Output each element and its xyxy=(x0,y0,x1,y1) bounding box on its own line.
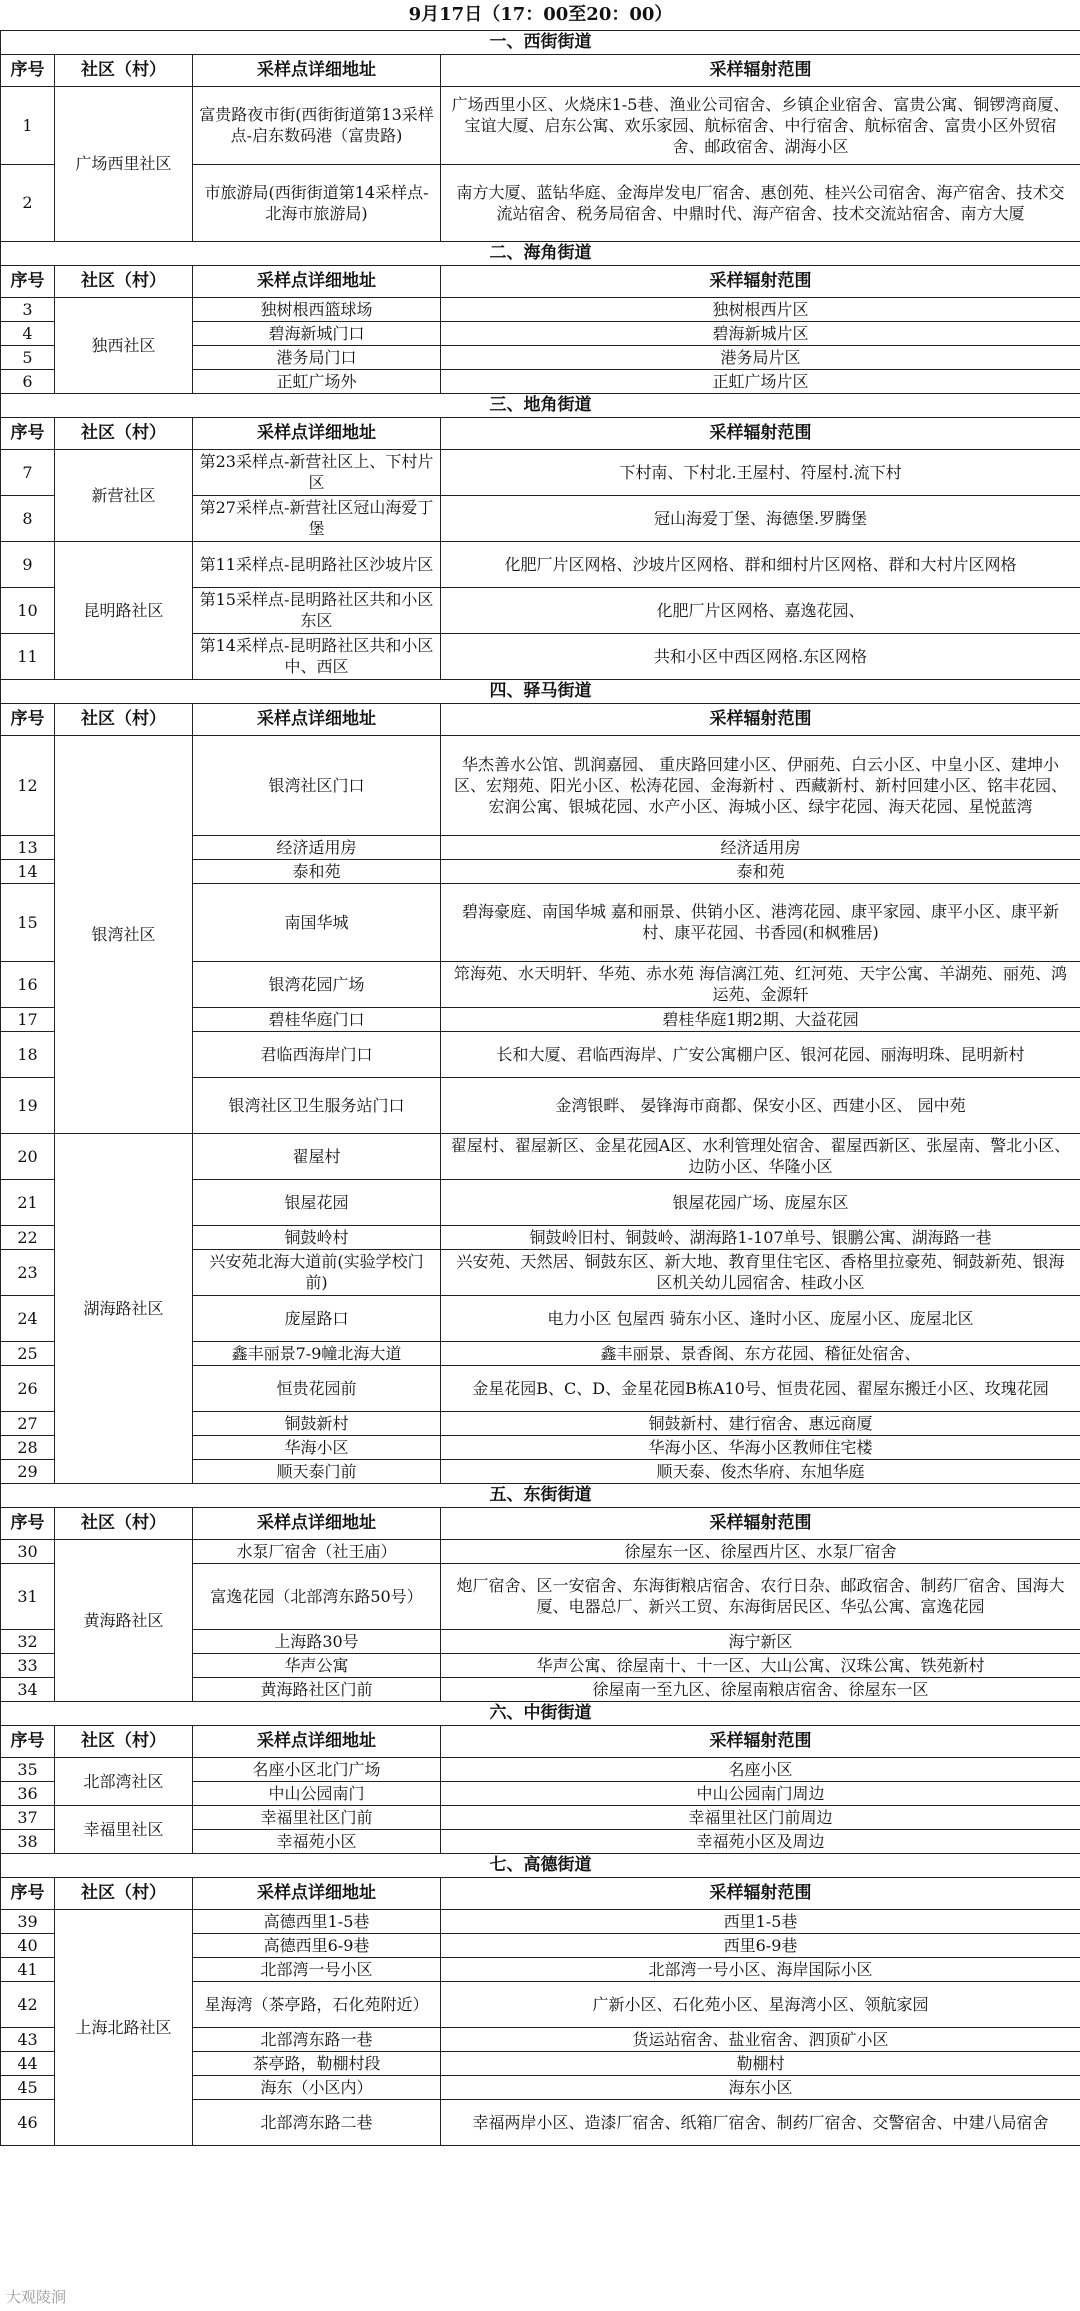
row-number: 35 xyxy=(1,1757,55,1781)
sampling-address: 黄海路社区门前 xyxy=(193,1677,441,1701)
sampling-address: 市旅游局(西街街道第14采样点-北海市旅游局) xyxy=(193,164,441,241)
coverage-scope: 徐屋东一区、徐屋西片区、水泵厂宿舍 xyxy=(441,1539,1080,1563)
coverage-scope: 徐屋南一至九区、徐屋南粮店宿舍、徐屋东一区 xyxy=(441,1677,1080,1701)
coverage-scope: 西里1-5巷 xyxy=(441,1909,1080,1933)
sampling-address: 第23采样点-新营社区上、下村片区 xyxy=(193,449,441,495)
sampling-address: 港务局门口 xyxy=(193,345,441,369)
header-row xyxy=(1,417,1080,449)
sampling-address: 上海路30号 xyxy=(193,1629,441,1653)
sampling-address: 鑫丰丽景7-9幢北海大道 xyxy=(193,1341,441,1365)
sampling-address: 兴安苑北海大道前(实验学校门前) xyxy=(193,1249,441,1295)
table-row xyxy=(1,1539,1080,1563)
table-row xyxy=(1,541,1080,587)
row-number: 32 xyxy=(1,1629,55,1653)
header-scope: 采样辐射范围 xyxy=(441,703,1080,735)
coverage-scope: 海东小区 xyxy=(441,2075,1080,2099)
header-scope: 采样辐射范围 xyxy=(441,54,1080,86)
section-row xyxy=(1,1853,1080,1877)
row-number: 40 xyxy=(1,1933,55,1957)
sampling-address: 经济适用房 xyxy=(193,835,441,859)
header-address: 采样点详细地址 xyxy=(193,1877,441,1909)
section-title: 六、中街街道 xyxy=(1,1701,1080,1725)
sampling-address: 幸福苑小区 xyxy=(193,1829,441,1853)
coverage-scope: 兴安苑、天然居、铜鼓东区、新大地、教育里住宅区、香格里拉豪苑、铜鼓新苑、银海区机关幼儿园宿舍、桂政小区 xyxy=(441,1249,1080,1295)
header-no: 序号 xyxy=(1,1877,55,1909)
row-number: 43 xyxy=(1,2027,55,2051)
coverage-scope: 中山公园南门周边 xyxy=(441,1781,1080,1805)
table-row xyxy=(1,1133,1080,1179)
section-row xyxy=(1,1701,1080,1725)
sampling-address: 正虹广场外 xyxy=(193,369,441,393)
header-row xyxy=(1,1877,1080,1909)
coverage-scope: 华海小区、华海小区教师住宅楼 xyxy=(441,1435,1080,1459)
section-row xyxy=(1,679,1080,703)
community-name: 北部湾社区 xyxy=(55,1757,193,1805)
header-row xyxy=(1,1507,1080,1539)
header-address: 采样点详细地址 xyxy=(193,1725,441,1757)
section-title: 四、驿马街道 xyxy=(1,679,1080,703)
row-number: 30 xyxy=(1,1539,55,1563)
header-row xyxy=(1,54,1080,86)
header-scope: 采样辐射范围 xyxy=(441,417,1080,449)
header-community: 社区（村） xyxy=(55,703,193,735)
header-scope: 采样辐射范围 xyxy=(441,1877,1080,1909)
row-number: 42 xyxy=(1,1981,55,2027)
row-number: 23 xyxy=(1,1249,55,1295)
header-scope: 采样辐射范围 xyxy=(441,265,1080,297)
section-title: 一、西街街道 xyxy=(1,30,1080,54)
row-number: 46 xyxy=(1,2099,55,2145)
sampling-address: 庞屋路口 xyxy=(193,1295,441,1341)
row-number: 38 xyxy=(1,1829,55,1853)
coverage-scope: 正虹广场片区 xyxy=(441,369,1080,393)
sampling-address: 北部湾一号小区 xyxy=(193,1957,441,1981)
row-number: 9 xyxy=(1,541,55,587)
sampling-address: 第27采样点-新营社区冠山海爱丁堡 xyxy=(193,495,441,541)
coverage-scope: 北部湾一号小区、海岸国际小区 xyxy=(441,1957,1080,1981)
sampling-address: 恒贵花园前 xyxy=(193,1365,441,1411)
coverage-scope: 冠山海爱丁堡、海德堡.罗腾堡 xyxy=(441,495,1080,541)
sampling-address: 碧海新城门口 xyxy=(193,321,441,345)
row-number: 41 xyxy=(1,1957,55,1981)
sampling-address: 幸福里社区门前 xyxy=(193,1805,441,1829)
coverage-scope: 海宁新区 xyxy=(441,1629,1080,1653)
row-number: 16 xyxy=(1,961,55,1007)
section-title: 七、高德街道 xyxy=(1,1853,1080,1877)
row-number: 15 xyxy=(1,883,55,961)
row-number: 1 xyxy=(1,86,55,164)
coverage-scope: 下村南、下村北.王屋村、符屋村.流下村 xyxy=(441,449,1080,495)
community-name: 昆明路社区 xyxy=(55,541,193,679)
sampling-address: 泰和苑 xyxy=(193,859,441,883)
coverage-scope: 炮厂宿舍、区一安宿舍、东海街粮店宿舍、农行日杂、邮政宿舍、制药厂宿舍、国海大厦、电器总厂、新兴工贸、东海街居民区、华弘公寓、富逸花园 xyxy=(441,1563,1080,1629)
page-title: 9月17日（17：00至20：00） xyxy=(1,0,1080,30)
coverage-scope: 金湾银畔、 晏锋海市商都、保安小区、西建小区、 园中苑 xyxy=(441,1077,1080,1133)
header-no: 序号 xyxy=(1,703,55,735)
header-no: 序号 xyxy=(1,54,55,86)
coverage-scope: 碧海新城片区 xyxy=(441,321,1080,345)
row-number: 31 xyxy=(1,1563,55,1629)
sampling-address: 银湾社区卫生服务站门口 xyxy=(193,1077,441,1133)
table-row xyxy=(1,1757,1080,1781)
coverage-scope: 鑫丰丽景、景香阁、东方花园、稽征处宿舍、 xyxy=(441,1341,1080,1365)
header-no: 序号 xyxy=(1,417,55,449)
header-row xyxy=(1,703,1080,735)
row-number: 45 xyxy=(1,2075,55,2099)
coverage-scope: 港务局片区 xyxy=(441,345,1080,369)
section-row xyxy=(1,393,1080,417)
coverage-scope: 泰和苑 xyxy=(441,859,1080,883)
header-row xyxy=(1,265,1080,297)
header-no: 序号 xyxy=(1,265,55,297)
row-number: 36 xyxy=(1,1781,55,1805)
header-community: 社区（村） xyxy=(55,1877,193,1909)
sampling-address: 华声公寓 xyxy=(193,1653,441,1677)
header-address: 采样点详细地址 xyxy=(193,1507,441,1539)
header-address: 采样点详细地址 xyxy=(193,54,441,86)
coverage-scope: 长和大厦、君临西海岸、广安公寓棚户区、银河花园、丽海明珠、昆明新村 xyxy=(441,1031,1080,1077)
coverage-scope: 筇海苑、水天明轩、华苑、赤水苑 海信漓江苑、红河苑、天宇公寓、羊湖苑、丽苑、鸿运苑、金源轩 xyxy=(441,961,1080,1007)
sampling-address: 富逸花园（北部湾东路50号） xyxy=(193,1563,441,1629)
section-title: 三、地角街道 xyxy=(1,393,1080,417)
header-address: 采样点详细地址 xyxy=(193,265,441,297)
header-community: 社区（村） xyxy=(55,1507,193,1539)
sampling-address: 华海小区 xyxy=(193,1435,441,1459)
coverage-scope: 广新小区、石化苑小区、星海湾小区、领航家园 xyxy=(441,1981,1080,2027)
coverage-scope: 翟屋村、翟屋新区、金星花园A区、水利管理处宿舍、翟屋西新区、张屋南、警北小区、边防小区、华隆小区 xyxy=(441,1133,1080,1179)
row-number: 25 xyxy=(1,1341,55,1365)
row-number: 4 xyxy=(1,321,55,345)
sampling-address: 顺天泰门前 xyxy=(193,1459,441,1483)
table-row xyxy=(1,449,1080,495)
sampling-address: 银屋花园 xyxy=(193,1179,441,1225)
watermark: 大观陵涧 xyxy=(6,2288,67,2306)
row-number: 6 xyxy=(1,369,55,393)
sampling-address: 中山公园南门 xyxy=(193,1781,441,1805)
coverage-scope: 银屋花园广场、庞屋东区 xyxy=(441,1179,1080,1225)
coverage-scope: 铜鼓新村、建行宿舍、惠远商厦 xyxy=(441,1411,1080,1435)
row-number: 17 xyxy=(1,1007,55,1031)
coverage-scope: 广场西里小区、火烧床1-5巷、渔业公司宿舍、乡镇企业宿舍、富贵公寓、铜锣湾商厦、宝谊大厦、启东公寓、欢乐家园、航标宿舍、中行宿舍、航标宿舍、富贵小区外贸宿舍、邮政宿舍、湖海小区 xyxy=(441,86,1080,164)
sampling-address: 铜鼓新村 xyxy=(193,1411,441,1435)
row-number: 37 xyxy=(1,1805,55,1829)
row-number: 12 xyxy=(1,735,55,835)
sampling-address: 银湾花园广场 xyxy=(193,961,441,1007)
row-number: 26 xyxy=(1,1365,55,1411)
row-number: 14 xyxy=(1,859,55,883)
coverage-scope: 顺天泰、俊杰华府、东旭华庭 xyxy=(441,1459,1080,1483)
sampling-address: 海东（小区内） xyxy=(193,2075,441,2099)
table-row xyxy=(1,86,1080,164)
section-row xyxy=(1,30,1080,54)
coverage-scope: 金星花园B、C、D、金星花园B栋A10号、恒贵花园、翟屋东搬迁小区、玫瑰花园 xyxy=(441,1365,1080,1411)
row-number: 11 xyxy=(1,633,55,679)
row-number: 44 xyxy=(1,2051,55,2075)
coverage-scope: 化肥厂片区网格、沙坡片区网格、群和细村片区网格、群和大村片区网格 xyxy=(441,541,1080,587)
header-scope: 采样辐射范围 xyxy=(441,1507,1080,1539)
community-name: 湖海路社区 xyxy=(55,1133,193,1483)
coverage-scope: 电力小区 包屋西 骑东小区、逢时小区、庞屋小区、庞屋北区 xyxy=(441,1295,1080,1341)
coverage-scope: 货运站宿舍、盐业宿舍、泗顶矿小区 xyxy=(441,2027,1080,2051)
header-no: 序号 xyxy=(1,1507,55,1539)
table-row xyxy=(1,297,1080,321)
coverage-scope: 幸福两岸小区、造漆厂宿舍、纸箱厂宿舍、制药厂宿舍、交警宿舍、中建八局宿舍 xyxy=(441,2099,1080,2145)
row-number: 3 xyxy=(1,297,55,321)
header-community: 社区（村） xyxy=(55,417,193,449)
row-number: 39 xyxy=(1,1909,55,1933)
header-community: 社区（村） xyxy=(55,54,193,86)
row-number: 28 xyxy=(1,1435,55,1459)
sampling-address: 高德西里6-9巷 xyxy=(193,1933,441,1957)
community-name: 新营社区 xyxy=(55,449,193,541)
coverage-scope: 独树根西片区 xyxy=(441,297,1080,321)
table-row xyxy=(1,1909,1080,1933)
row-number: 10 xyxy=(1,587,55,633)
sampling-address: 独树根西篮球场 xyxy=(193,297,441,321)
sampling-address: 水泵厂宿舍（社王庙） xyxy=(193,1539,441,1563)
row-number: 7 xyxy=(1,449,55,495)
sampling-address: 君临西海岸门口 xyxy=(193,1031,441,1077)
row-number: 8 xyxy=(1,495,55,541)
title-row xyxy=(1,0,1080,30)
coverage-scope: 碧海豪庭、南国华城 嘉和丽景、供销小区、港湾花园、康平家园、康平小区、康平新村、康平花园、书香园(和枫雅居) xyxy=(441,883,1080,961)
row-number: 33 xyxy=(1,1653,55,1677)
sampling-address: 北部湾东路二巷 xyxy=(193,2099,441,2145)
sampling-address: 名座小区北门广场 xyxy=(193,1757,441,1781)
community-name: 独西社区 xyxy=(55,297,193,393)
sampling-address: 第15采样点-昆明路社区共和小区东区 xyxy=(193,587,441,633)
coverage-scope: 碧桂华庭1期2期、大益花园 xyxy=(441,1007,1080,1031)
header-row xyxy=(1,1725,1080,1757)
sampling-address: 铜鼓岭村 xyxy=(193,1225,441,1249)
community-name: 上海北路社区 xyxy=(55,1909,193,2145)
community-name: 广场西里社区 xyxy=(55,86,193,241)
row-number: 34 xyxy=(1,1677,55,1701)
sampling-address: 高德西里1-5巷 xyxy=(193,1909,441,1933)
sampling-address: 富贵路夜市街(西街街道第13采样点-启东数码港（富贵路) xyxy=(193,86,441,164)
row-number: 13 xyxy=(1,835,55,859)
table-body xyxy=(1,0,1080,2145)
row-number: 18 xyxy=(1,1031,55,1077)
sampling-address: 南国华城 xyxy=(193,883,441,961)
sampling-address: 星海湾（茶亭路，石化苑附近） xyxy=(193,1981,441,2027)
sampling-address: 第14采样点-昆明路社区共和小区中、西区 xyxy=(193,633,441,679)
sampling-address: 北部湾东路一巷 xyxy=(193,2027,441,2051)
section-row xyxy=(1,1483,1080,1507)
header-scope: 采样辐射范围 xyxy=(441,1725,1080,1757)
coverage-scope: 华声公寓、徐屋南十、十一区、大山公寓、汉珠公寓、铁苑新村 xyxy=(441,1653,1080,1677)
coverage-scope: 勒棚村 xyxy=(441,2051,1080,2075)
section-title: 二、海角街道 xyxy=(1,241,1080,265)
row-number: 22 xyxy=(1,1225,55,1249)
coverage-scope: 名座小区 xyxy=(441,1757,1080,1781)
coverage-scope: 华杰善水公馆、凯润嘉园、 重庆路回建小区、伊丽苑、白云小区、中皇小区、建坤小区、宏翔苑、阳光小区、松涛花园、金海新村 、西藏新村、新村回建小区、铭丰花园、宏润公寓、银城花园、水产小区、海城小区、绿宇花园、海天花园、星悦蓝湾 xyxy=(441,735,1080,835)
coverage-scope: 共和小区中西区网格.东区网格 xyxy=(441,633,1080,679)
coverage-scope: 西里6-9巷 xyxy=(441,1933,1080,1957)
header-address: 采样点详细地址 xyxy=(193,703,441,735)
coverage-scope: 化肥厂片区网格、嘉逸花园、 xyxy=(441,587,1080,633)
table-row xyxy=(1,1805,1080,1829)
sampling-address: 第11采样点-昆明路社区沙坡片区 xyxy=(193,541,441,587)
row-number: 2 xyxy=(1,164,55,241)
header-community: 社区（村） xyxy=(55,1725,193,1757)
coverage-scope: 南方大厦、蓝钻华庭、金海岸发电厂宿舍、惠创苑、桂兴公司宿舍、海产宿舍、技术交流站宿舍、税务局宿舍、中鼎时代、海产宿舍、技术交流站宿舍、南方大厦 xyxy=(441,164,1080,241)
row-number: 5 xyxy=(1,345,55,369)
header-community: 社区（村） xyxy=(55,265,193,297)
community-name: 黄海路社区 xyxy=(55,1539,193,1701)
coverage-scope: 幸福苑小区及周边 xyxy=(441,1829,1080,1853)
community-name: 银湾社区 xyxy=(55,735,193,1133)
sampling-address: 银湾社区门口 xyxy=(193,735,441,835)
row-number: 29 xyxy=(1,1459,55,1483)
row-number: 20 xyxy=(1,1133,55,1179)
row-number: 24 xyxy=(1,1295,55,1341)
row-number: 19 xyxy=(1,1077,55,1133)
table-row xyxy=(1,735,1080,835)
row-number: 21 xyxy=(1,1179,55,1225)
section-row xyxy=(1,241,1080,265)
header-no: 序号 xyxy=(1,1725,55,1757)
row-number: 27 xyxy=(1,1411,55,1435)
community-name: 幸福里社区 xyxy=(55,1805,193,1853)
sampling-address: 茶亭路，勒棚村段 xyxy=(193,2051,441,2075)
coverage-scope: 经济适用房 xyxy=(441,835,1080,859)
section-title: 五、东街街道 xyxy=(1,1483,1080,1507)
header-address: 采样点详细地址 xyxy=(193,417,441,449)
sampling-address: 碧桂华庭门口 xyxy=(193,1007,441,1031)
coverage-scope: 铜鼓岭旧村、铜鼓岭、湖海路1-107单号、银鹏公寓、湖海路一巷 xyxy=(441,1225,1080,1249)
coverage-scope: 幸福里社区门前周边 xyxy=(441,1805,1080,1829)
sampling-address: 翟屋村 xyxy=(193,1133,441,1179)
